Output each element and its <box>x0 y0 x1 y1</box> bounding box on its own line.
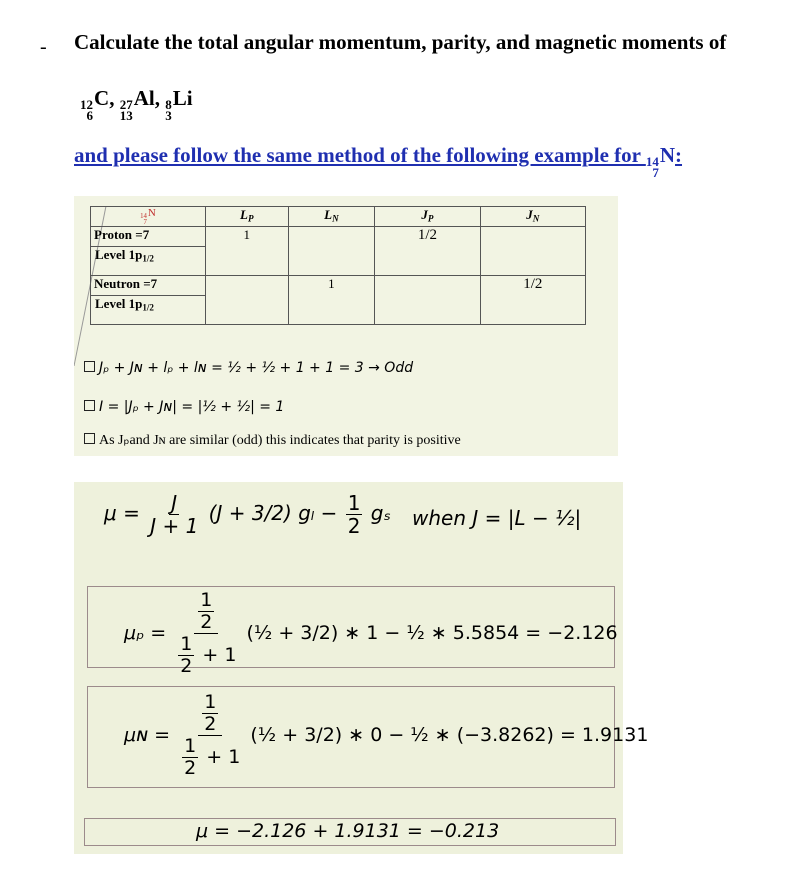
nuclide-c: 12 6 C <box>80 86 110 124</box>
cell-proton-ln <box>288 227 375 276</box>
step-parity: As Jₚand Jɴ are similar (odd) this indicates that parity is positive <box>84 432 461 449</box>
header-ln: $L_N$ <box>288 207 375 227</box>
total-moment: μ = −2.126 + 1.9131 = −0.213 <box>196 820 500 842</box>
instruction-text: and please follow the same method of the following example for 14 7 N: <box>74 143 683 181</box>
example-table-panel <box>74 196 618 456</box>
header-jp: $J_P$ <box>375 207 480 227</box>
nuclide-li: 8 3 Li <box>165 86 193 124</box>
proton-moment-formula: μₚ = $\frac{1}{2}$ $\frac{1}{2}$ + 1 (½ + 3/2) ∗ 1 − ½ ∗ 5.5854 = −2.126 <box>124 589 618 677</box>
cell-neutron-jp <box>375 276 480 325</box>
step-sum: Jₚ + Jɴ + lₚ + lɴ = ½ + ½ + 1 + 1 = 3 → Odd <box>84 360 413 376</box>
table-corner: 14 7 N <box>91 207 206 227</box>
nuclide-al: 27 13 Al <box>119 86 155 124</box>
cell-neutron-lp <box>206 276 289 325</box>
cell-neutron-ln: 1 <box>288 276 375 325</box>
cell-proton-lp: 1 <box>206 227 289 276</box>
table-row-neutron <box>91 276 586 296</box>
step-total-j: I = |Jₚ + Jɴ| = |½ + ½| = 1 <box>84 399 284 415</box>
neutron-moment-formula: μɴ = $\frac{1}{2}$ $\frac{1}{2}$ + 1 (½ + 3/2) ∗ 0 − ½ ∗ (−3.8262) = 1.9131 <box>124 691 649 779</box>
checkbox-icon <box>84 361 95 372</box>
header-lp: $L_P$ <box>206 207 289 227</box>
checkbox-icon <box>84 400 95 411</box>
magnetic-moment-panel <box>74 482 649 854</box>
bullet-dash: - <box>40 36 47 58</box>
when-condition: when J = |L − ½| <box>412 506 582 530</box>
nucleon-table <box>90 206 586 325</box>
proton-label: Proton =7 <box>91 227 206 247</box>
question-text: Calculate the total angular momentum, parity, and magnetic moments of <box>74 30 727 54</box>
cell-neutron-jn: 1/2 <box>480 276 585 325</box>
neutron-level: Level $1p_{1/2}$ <box>91 296 206 325</box>
general-formula: μ = $\frac{J}{J + 1}$ (J + 3/2) gₗ − $\frac{1}{2}$ gₛ <box>104 491 391 538</box>
proton-level: Level $1p_{1/2}$ <box>91 247 206 276</box>
table-row-proton <box>91 227 586 247</box>
cell-proton-jn <box>480 227 585 276</box>
table-header-row <box>91 207 586 227</box>
header-jn: $J_N$ <box>480 207 585 227</box>
checkbox-icon <box>84 433 95 444</box>
neutron-label: Neutron =7 <box>91 276 206 296</box>
cell-proton-jp: 1/2 <box>375 227 480 276</box>
nuclide-list: 12 6 C, 27 13 Al, 8 3 Li <box>80 86 193 124</box>
